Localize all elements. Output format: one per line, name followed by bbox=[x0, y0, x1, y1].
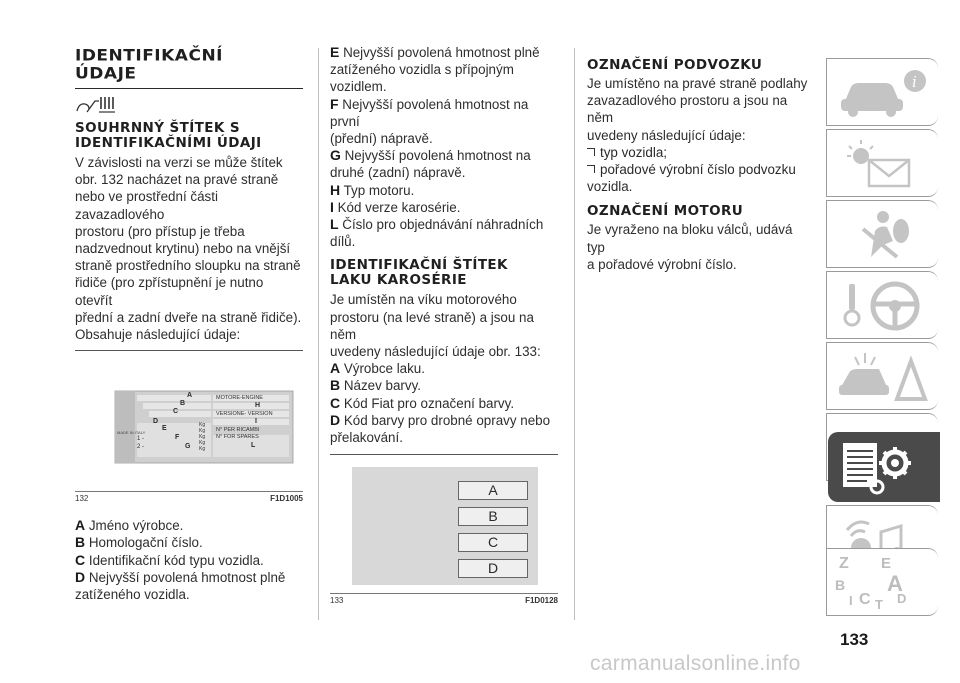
kg-column bbox=[199, 422, 205, 452]
item-text: Homologační číslo. bbox=[85, 535, 203, 551]
breakdown-icon bbox=[835, 347, 935, 407]
list-item bbox=[330, 44, 558, 61]
safety-airbag-icon bbox=[835, 205, 935, 265]
paint-plate-field: C bbox=[458, 533, 528, 552]
plate-label: MOTORE-ENGINE bbox=[216, 395, 263, 402]
list-item bbox=[75, 569, 303, 586]
list-item bbox=[75, 534, 303, 551]
page-number: 133 bbox=[840, 630, 869, 649]
car-info-icon bbox=[835, 63, 935, 123]
steering-wheel-icon bbox=[835, 276, 935, 336]
intro-paragraph bbox=[75, 154, 303, 343]
item-text: Kód barvy pro drobné opravy nebo bbox=[340, 412, 551, 428]
index-letter: E bbox=[881, 555, 892, 572]
item-text: Nejvyšší povolená hmotnost na první bbox=[330, 96, 529, 129]
text-line: Je vyraženo na bloku válců, udává typ bbox=[587, 222, 793, 255]
index-letter: I bbox=[849, 593, 853, 608]
item-key: F bbox=[330, 95, 339, 112]
figure-133 bbox=[330, 455, 558, 593]
figure-number: 133 bbox=[330, 596, 344, 606]
heading-line: IDENTIFIKAČNÍMI ÚDAJI bbox=[75, 135, 262, 151]
text-line: přední a zadní dveře na straně řidiče). bbox=[75, 309, 302, 325]
figure-code: F1D1005 bbox=[270, 494, 303, 504]
list-item bbox=[75, 517, 303, 534]
plate-label: VERSIONE- VERSION bbox=[216, 411, 273, 418]
column-1 bbox=[75, 0, 303, 603]
nav-tab-dashboard[interactable] bbox=[826, 129, 938, 197]
index-letter: C bbox=[859, 591, 871, 608]
item-text: Název barvy. bbox=[340, 378, 421, 394]
paint-plate-field: B bbox=[458, 507, 528, 526]
item-list bbox=[75, 517, 303, 603]
text-line: nadzvednout krytinu) nebo na vnější bbox=[75, 241, 291, 257]
item-key: H bbox=[330, 181, 341, 198]
figure-rule bbox=[75, 491, 303, 492]
plate-label: Kg bbox=[199, 434, 206, 441]
heading-line: SOUHRNNÝ ŠTÍTEK S bbox=[75, 120, 240, 136]
item-key: I bbox=[330, 198, 334, 215]
item-text: typ vozidla; bbox=[600, 144, 667, 160]
index-letter: A bbox=[887, 571, 903, 596]
nav-tab-technical-data[interactable] bbox=[828, 432, 940, 502]
section-heading bbox=[330, 258, 558, 288]
index-icon bbox=[835, 553, 925, 613]
column-separator bbox=[318, 48, 319, 620]
item-text: Nejvyšší povolená hmotnost na bbox=[340, 148, 531, 164]
index-letter: Z bbox=[839, 555, 849, 572]
plate-label: 1 - bbox=[137, 436, 145, 443]
item-text: dílů. bbox=[330, 234, 356, 250]
index-letter: D bbox=[897, 591, 907, 606]
item-text: Jméno výrobce. bbox=[85, 518, 184, 534]
section-heading bbox=[75, 121, 303, 151]
list-item bbox=[330, 360, 558, 377]
item-text: přelakování. bbox=[330, 430, 403, 446]
text-line: a pořadové výrobní číslo. bbox=[587, 256, 737, 272]
text-line: straně prostředního sloupku na straně bbox=[75, 258, 301, 274]
plate-label: G bbox=[185, 443, 191, 451]
text-line: nebo ve prostřední části zavazadlového bbox=[75, 189, 218, 222]
paint-plate-field: D bbox=[458, 559, 528, 578]
item-key: B bbox=[330, 377, 341, 394]
figure-rule bbox=[330, 593, 558, 594]
bullet-list bbox=[587, 144, 813, 196]
id-plate-illustration bbox=[75, 351, 303, 491]
section-heading: OZNAČENÍ MOTORU bbox=[587, 203, 744, 220]
bullet-icon bbox=[587, 148, 595, 156]
plate-label: 2 - bbox=[137, 444, 145, 451]
item-key: G bbox=[330, 147, 341, 164]
item-list bbox=[330, 44, 558, 250]
list-item bbox=[75, 552, 303, 569]
list-item bbox=[587, 161, 813, 178]
text-line: Je umístěn na víku motorového bbox=[330, 292, 517, 308]
svg-text:i: i bbox=[912, 73, 917, 91]
text-line: zavazadlového prostoru a jsou na něm bbox=[587, 93, 788, 126]
item-key: C bbox=[75, 551, 86, 568]
text-line: V závislosti na verzi se může štítek bbox=[75, 155, 283, 170]
item-key: C bbox=[330, 394, 341, 411]
nav-tab-knowing-car[interactable] bbox=[826, 58, 938, 126]
figure-number: 132 bbox=[75, 494, 89, 504]
text-line: řidiče (pro zpřístupnění je nutno otevřít bbox=[75, 275, 264, 308]
intro-paragraph bbox=[587, 75, 813, 144]
item-text: Nejvyšší povolená hmotnost plně bbox=[339, 45, 540, 60]
plate-label: Kg bbox=[199, 428, 206, 435]
plate-label: N° PER RICAMBI bbox=[216, 427, 260, 434]
list-item bbox=[330, 96, 558, 130]
plate-label: I bbox=[255, 418, 257, 426]
figure-code: F1D0128 bbox=[525, 596, 558, 606]
plate-label: Kg bbox=[199, 440, 206, 447]
item-text: Kód verze karosérie. bbox=[333, 199, 461, 215]
plate-label: N° FOR SPARES bbox=[216, 434, 259, 441]
text-line: prostoru (pro přístup je třeba bbox=[75, 223, 245, 239]
nav-tab-safety[interactable] bbox=[826, 200, 938, 268]
item-text: vozidla. bbox=[587, 179, 633, 195]
item-key: A bbox=[330, 360, 341, 377]
list-item bbox=[330, 377, 558, 394]
list-item bbox=[330, 412, 558, 429]
plate-label: D bbox=[153, 418, 159, 426]
list-item bbox=[330, 147, 558, 164]
column-2 bbox=[330, 0, 558, 605]
item-key: B bbox=[75, 534, 86, 551]
plate-label: H bbox=[255, 402, 261, 410]
plate-label: F bbox=[175, 434, 180, 442]
section-heading: OZNAČENÍ PODVOZKU bbox=[587, 57, 763, 73]
nav-tab-emergency[interactable] bbox=[826, 342, 938, 410]
list-item bbox=[330, 216, 558, 233]
plate-label: C bbox=[173, 408, 179, 416]
warning-lights-icon bbox=[835, 134, 935, 194]
heading-line: LAKU KAROSÉRIE bbox=[330, 272, 467, 289]
bullet-icon bbox=[587, 165, 595, 173]
item-key: L bbox=[330, 216, 339, 233]
item-text: Nejvyšší povolená hmotnost plně bbox=[85, 569, 286, 585]
item-key: D bbox=[330, 411, 341, 428]
list-item bbox=[587, 144, 813, 161]
plate-label: MADE IN ITALY bbox=[117, 430, 146, 436]
item-text: Identifikační kód typu vozidla. bbox=[85, 552, 264, 568]
item-text: Číslo pro objednávání náhradních bbox=[338, 217, 544, 233]
intro-paragraph bbox=[330, 291, 558, 360]
plate-label: L bbox=[251, 442, 256, 450]
plate-label: A bbox=[187, 392, 193, 400]
figure-132 bbox=[75, 351, 303, 491]
title-rule bbox=[75, 88, 303, 89]
item-text: Kód Fiat pro označení barvy. bbox=[340, 395, 515, 411]
heading-line: IDENTIFIKAČNÍ ŠTÍTEK bbox=[330, 257, 508, 274]
figure-caption bbox=[75, 494, 303, 503]
text-line: Obsahuje následující údaje: bbox=[75, 327, 241, 343]
plate-label: Kg bbox=[199, 446, 206, 453]
nav-tab-index[interactable] bbox=[826, 548, 938, 616]
plate-label: E bbox=[162, 425, 167, 433]
item-list bbox=[330, 360, 558, 446]
page-title-line: ÚDAJE bbox=[75, 64, 137, 84]
watermark: carmanualsonline.info bbox=[590, 652, 801, 675]
item-text: pořadové výrobní číslo podvozku bbox=[600, 162, 796, 178]
intro-paragraph bbox=[587, 221, 813, 273]
column-3 bbox=[587, 0, 813, 273]
text-line: prostoru (na levé straně) a jsou na něm bbox=[330, 309, 534, 342]
paint-plate-field: A bbox=[458, 481, 528, 500]
item-text: zatíženého vozidla s přípojným bbox=[330, 62, 514, 78]
plate-label: Kg bbox=[199, 422, 206, 429]
vehicle-id-icon bbox=[75, 93, 303, 115]
item-text: (přední) nápravě. bbox=[330, 131, 433, 147]
plate-label: B bbox=[180, 400, 186, 408]
item-text: druhé (zadní) nápravě. bbox=[330, 165, 466, 181]
item-key: A bbox=[75, 517, 86, 534]
list-item bbox=[330, 395, 558, 412]
text-line: uvedeny následující údaje obr. 133: bbox=[330, 344, 541, 360]
column-separator bbox=[574, 48, 575, 620]
item-text: zatíženého vozidla. bbox=[75, 587, 190, 603]
index-letter: T bbox=[875, 597, 883, 612]
list-item bbox=[330, 199, 558, 216]
text-line: obr. 132 nacházet na pravé straně bbox=[75, 172, 279, 188]
item-text: vozidlem. bbox=[330, 79, 387, 95]
nav-tab-starting-driving[interactable] bbox=[826, 271, 938, 339]
item-text: Výrobce laku. bbox=[340, 361, 425, 377]
index-letter: B bbox=[835, 577, 846, 593]
page-title bbox=[75, 47, 303, 83]
page-title-line: IDENTIFIKAČNÍ bbox=[75, 46, 223, 65]
text-line: Je umístěno na pravé straně podlahy bbox=[587, 76, 808, 91]
list-item bbox=[330, 182, 558, 199]
text-line: uvedeny následující údaje: bbox=[587, 127, 746, 143]
technical-data-icon bbox=[837, 437, 937, 497]
item-key: D bbox=[75, 568, 86, 585]
figure-caption bbox=[330, 596, 558, 605]
item-text: Typ motoru. bbox=[340, 182, 415, 198]
item-key: E bbox=[330, 44, 340, 60]
